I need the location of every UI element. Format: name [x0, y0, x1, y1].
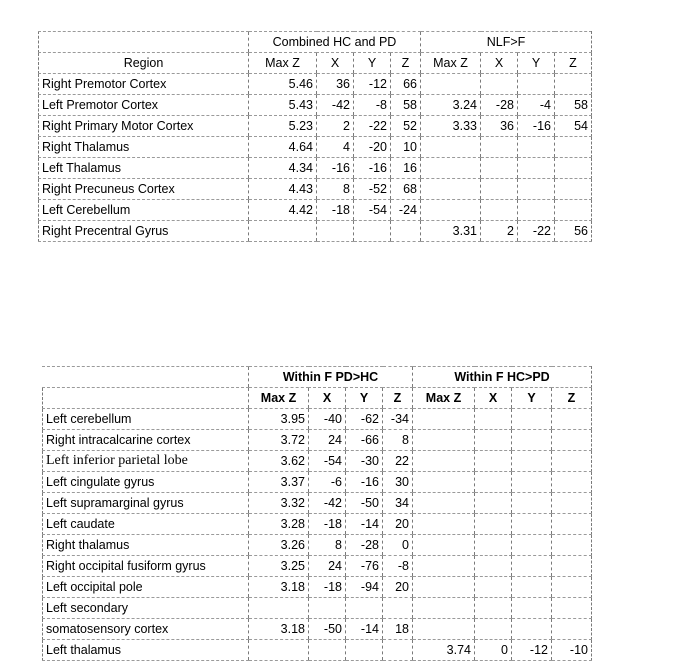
table-row	[43, 598, 592, 619]
column-header-row	[39, 53, 592, 74]
value-cell: -16	[518, 116, 555, 137]
value-cell: -18	[309, 514, 346, 535]
value-cell	[383, 640, 413, 661]
value-cell	[383, 598, 413, 619]
table-row	[43, 430, 592, 451]
value-cell: 36	[481, 116, 518, 137]
table-row	[43, 535, 592, 556]
value-cell	[512, 514, 552, 535]
table-row	[43, 640, 592, 661]
value-cell: 58	[555, 95, 592, 116]
value-cell	[421, 179, 481, 200]
value-cell: 56	[555, 221, 592, 242]
region-cell: Right Primary Motor Cortex	[39, 116, 249, 137]
table-combined-hc-pd	[38, 31, 592, 242]
value-cell: 52	[391, 116, 421, 137]
region-cell: Left Premotor Cortex	[39, 95, 249, 116]
value-cell	[552, 514, 592, 535]
column-header	[43, 388, 249, 409]
value-cell	[413, 493, 475, 514]
value-cell: 3.62	[249, 451, 309, 472]
value-cell: 3.74	[413, 640, 475, 661]
column-header: X	[481, 53, 518, 74]
table-row	[39, 179, 592, 200]
value-cell: 8	[317, 179, 354, 200]
value-cell: 54	[555, 116, 592, 137]
region-cell: Right intracalcarine cortex	[43, 430, 249, 451]
column-header: Z	[383, 388, 413, 409]
value-cell: -66	[346, 430, 383, 451]
value-cell: -12	[512, 640, 552, 661]
group-header-pd-hc: Within F PD>HC	[249, 367, 413, 388]
value-cell: -12	[354, 74, 391, 95]
value-cell: 4.34	[249, 158, 317, 179]
value-cell	[555, 74, 592, 95]
value-cell: -54	[309, 451, 346, 472]
region-cell: Right thalamus	[43, 535, 249, 556]
value-cell: -42	[309, 493, 346, 514]
column-header: Z	[391, 53, 421, 74]
value-cell	[413, 451, 475, 472]
table-row	[43, 577, 592, 598]
value-cell	[346, 598, 383, 619]
value-cell: 5.46	[249, 74, 317, 95]
value-cell: -50	[309, 619, 346, 640]
region-cell: Right Precuneus Cortex	[39, 179, 249, 200]
value-cell: 66	[391, 74, 421, 95]
value-cell	[555, 137, 592, 158]
region-cell: Right Premotor Cortex	[39, 74, 249, 95]
value-cell: 3.26	[249, 535, 309, 556]
value-cell	[475, 598, 512, 619]
value-cell: -22	[354, 116, 391, 137]
value-cell	[512, 619, 552, 640]
value-cell	[518, 137, 555, 158]
value-cell: -28	[481, 95, 518, 116]
column-header: Region	[39, 53, 249, 74]
value-cell	[421, 158, 481, 179]
value-cell: 58	[391, 95, 421, 116]
table-row	[43, 619, 592, 640]
column-header: Max Z	[249, 53, 317, 74]
value-cell: -52	[354, 179, 391, 200]
value-cell	[317, 221, 354, 242]
group-header-combined: Combined HC and PD	[249, 32, 421, 53]
table-row	[39, 158, 592, 179]
value-cell: -8	[383, 556, 413, 577]
value-cell: -10	[552, 640, 592, 661]
value-cell: -24	[391, 200, 421, 221]
region-cell: Left inferior parietal lobe	[43, 451, 249, 472]
value-cell	[552, 577, 592, 598]
value-cell: 20	[383, 577, 413, 598]
value-cell: 3.72	[249, 430, 309, 451]
group-header-row	[39, 32, 592, 53]
table-row	[43, 409, 592, 430]
value-cell: 2	[481, 221, 518, 242]
value-cell	[421, 200, 481, 221]
value-cell	[552, 556, 592, 577]
value-cell	[413, 556, 475, 577]
value-cell	[249, 221, 317, 242]
region-cell: somatosensory cortex	[43, 619, 249, 640]
value-cell: 34	[383, 493, 413, 514]
value-cell	[552, 430, 592, 451]
value-cell	[249, 598, 309, 619]
value-cell: -62	[346, 409, 383, 430]
value-cell: 3.33	[421, 116, 481, 137]
value-cell	[552, 598, 592, 619]
value-cell	[512, 451, 552, 472]
group-header-hc-pd: Within F HC>PD	[413, 367, 592, 388]
value-cell: -22	[518, 221, 555, 242]
value-cell: -40	[309, 409, 346, 430]
table-row	[39, 200, 592, 221]
column-header: Y	[354, 53, 391, 74]
value-cell	[421, 74, 481, 95]
value-cell: 8	[309, 535, 346, 556]
value-cell	[475, 535, 512, 556]
value-cell	[518, 74, 555, 95]
value-cell: -16	[317, 158, 354, 179]
region-cell: Right Thalamus	[39, 137, 249, 158]
value-cell	[475, 472, 512, 493]
value-cell: 18	[383, 619, 413, 640]
value-cell	[518, 200, 555, 221]
value-cell: 3.24	[421, 95, 481, 116]
value-cell: -42	[317, 95, 354, 116]
value-cell	[413, 577, 475, 598]
column-header-row	[43, 388, 592, 409]
value-cell: 3.18	[249, 577, 309, 598]
value-cell	[512, 409, 552, 430]
region-cell: Left Cerebellum	[39, 200, 249, 221]
value-cell: 36	[317, 74, 354, 95]
value-cell: -4	[518, 95, 555, 116]
value-cell: -16	[354, 158, 391, 179]
value-cell	[512, 577, 552, 598]
region-cell: Left cerebellum	[43, 409, 249, 430]
value-cell	[512, 493, 552, 514]
region-cell: Right occipital fusiform gyrus	[43, 556, 249, 577]
table-row	[43, 472, 592, 493]
value-cell	[481, 137, 518, 158]
region-cell: Left secondary	[43, 598, 249, 619]
value-cell	[518, 158, 555, 179]
value-cell	[555, 200, 592, 221]
value-cell	[354, 221, 391, 242]
value-cell: -18	[309, 577, 346, 598]
value-cell	[413, 409, 475, 430]
value-cell	[413, 535, 475, 556]
value-cell: -18	[317, 200, 354, 221]
value-cell: 8	[383, 430, 413, 451]
value-cell: 2	[317, 116, 354, 137]
region-cell: Left supramarginal gyrus	[43, 493, 249, 514]
value-cell: 4.42	[249, 200, 317, 221]
value-cell	[413, 598, 475, 619]
table-row	[43, 514, 592, 535]
value-cell	[518, 179, 555, 200]
value-cell: 5.43	[249, 95, 317, 116]
value-cell	[481, 158, 518, 179]
value-cell	[481, 74, 518, 95]
value-cell: -28	[346, 535, 383, 556]
region-cell: Left caudate	[43, 514, 249, 535]
column-header: X	[309, 388, 346, 409]
region-cell: Left Thalamus	[39, 158, 249, 179]
table-row	[39, 116, 592, 137]
value-cell	[552, 409, 592, 430]
value-cell: -8	[354, 95, 391, 116]
value-cell: -20	[354, 137, 391, 158]
column-header: Y	[346, 388, 383, 409]
value-cell	[309, 598, 346, 619]
value-cell	[475, 430, 512, 451]
column-header: Z	[552, 388, 592, 409]
group-header-row	[43, 367, 592, 388]
value-cell	[346, 640, 383, 661]
value-cell: 30	[383, 472, 413, 493]
value-cell: -94	[346, 577, 383, 598]
value-cell	[481, 179, 518, 200]
value-cell: 0	[475, 640, 512, 661]
value-cell: -30	[346, 451, 383, 472]
region-cell: Left occipital pole	[43, 577, 249, 598]
value-cell: -14	[346, 514, 383, 535]
value-cell: 22	[383, 451, 413, 472]
value-cell: 3.18	[249, 619, 309, 640]
value-cell: 24	[309, 430, 346, 451]
value-cell	[413, 514, 475, 535]
table-within-f	[42, 366, 592, 661]
value-cell: 4	[317, 137, 354, 158]
value-cell: 0	[383, 535, 413, 556]
value-cell	[475, 493, 512, 514]
value-cell	[475, 619, 512, 640]
region-cell: Left cingulate gyrus	[43, 472, 249, 493]
value-cell: -14	[346, 619, 383, 640]
value-cell	[555, 158, 592, 179]
value-cell	[475, 409, 512, 430]
value-cell	[421, 137, 481, 158]
region-cell: Right Precentral Gyrus	[39, 221, 249, 242]
column-header: Y	[512, 388, 552, 409]
value-cell: 3.32	[249, 493, 309, 514]
value-cell	[309, 640, 346, 661]
value-cell	[552, 535, 592, 556]
value-cell: 3.37	[249, 472, 309, 493]
table-row	[39, 74, 592, 95]
value-cell	[555, 179, 592, 200]
value-cell	[552, 472, 592, 493]
column-header: Max Z	[249, 388, 309, 409]
value-cell: 20	[383, 514, 413, 535]
value-cell: -6	[309, 472, 346, 493]
column-header: X	[317, 53, 354, 74]
value-cell: 3.28	[249, 514, 309, 535]
value-cell: -76	[346, 556, 383, 577]
value-cell: 4.64	[249, 137, 317, 158]
value-cell	[475, 451, 512, 472]
column-header: X	[475, 388, 512, 409]
value-cell: -34	[383, 409, 413, 430]
value-cell	[475, 514, 512, 535]
value-cell: 24	[309, 556, 346, 577]
value-cell	[249, 640, 309, 661]
column-header: Y	[518, 53, 555, 74]
value-cell: 3.31	[421, 221, 481, 242]
value-cell	[391, 221, 421, 242]
value-cell	[512, 598, 552, 619]
value-cell: 5.23	[249, 116, 317, 137]
value-cell: -50	[346, 493, 383, 514]
group-header-nlf-f: NLF>F	[421, 32, 592, 53]
value-cell	[413, 430, 475, 451]
value-cell	[413, 619, 475, 640]
value-cell	[512, 556, 552, 577]
value-cell: 10	[391, 137, 421, 158]
value-cell: 68	[391, 179, 421, 200]
value-cell	[481, 200, 518, 221]
region-cell: Left thalamus	[43, 640, 249, 661]
value-cell	[552, 451, 592, 472]
value-cell	[413, 472, 475, 493]
value-cell: 4.43	[249, 179, 317, 200]
value-cell	[552, 493, 592, 514]
table-row	[39, 137, 592, 158]
table-row	[43, 556, 592, 577]
value-cell: 3.95	[249, 409, 309, 430]
value-cell: -16	[346, 472, 383, 493]
value-cell	[512, 535, 552, 556]
column-header: Max Z	[421, 53, 481, 74]
value-cell	[512, 472, 552, 493]
table-row	[39, 95, 592, 116]
table-row	[43, 493, 592, 514]
column-header: Max Z	[413, 388, 475, 409]
table-row	[43, 451, 592, 472]
value-cell: 16	[391, 158, 421, 179]
value-cell	[475, 577, 512, 598]
value-cell	[552, 619, 592, 640]
value-cell: 3.25	[249, 556, 309, 577]
value-cell	[512, 430, 552, 451]
table-row	[39, 221, 592, 242]
column-header: Z	[555, 53, 592, 74]
value-cell: -54	[354, 200, 391, 221]
value-cell	[475, 556, 512, 577]
